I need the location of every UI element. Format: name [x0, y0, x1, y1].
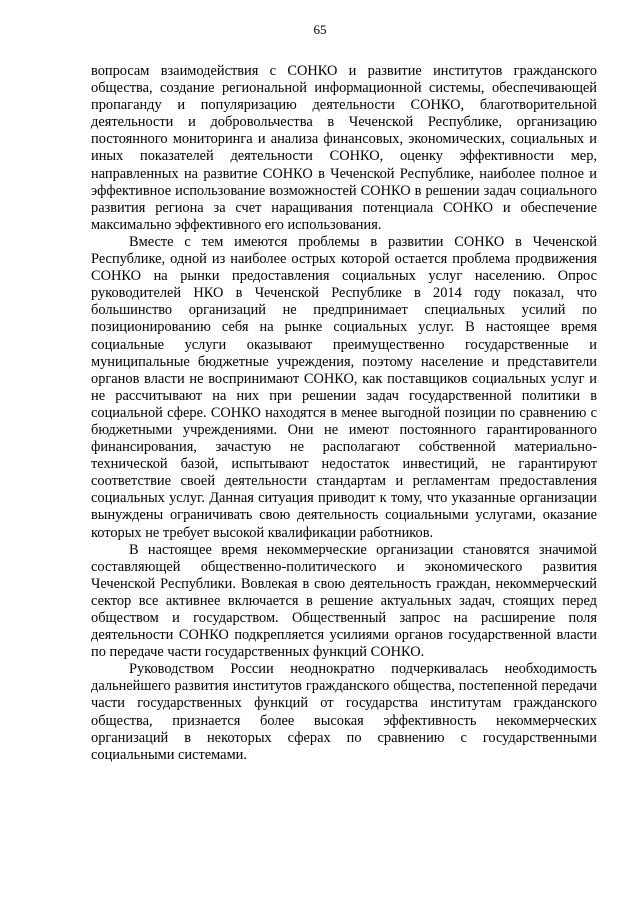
paragraph-problems: Вместе с тем имеются проблемы в развитии СОНКО в Чеченской Республике, одной из наиболее острых которой остается проблема продвижения СОНКО на рынки предоставления социальных услуг населению. Опрос руководителей НКО в Чеченской Республике в 2014 году показал, что большинство организаций не предпринимает специальных усилий по позиционированию себя на рынке социальных услуг. В настоящее время социальные услуги оказывают преимущественно государственные и муниципальные бюджетные учреждения, поэтому население и представители органов власти не воспринимают СОНКО, как поставщиков социальных услуг и не рассчитывают на них при решении задач государственной политики в социальной сфере. СОНКО находятся в менее выгодной позиции по сравнению с бюджетными учреждениями. Они не имеют постоянного гарантированного финансирования, зачастую не располагают собственной материально-технической базой, испытывают недостаток инвестиций, не гарантируют соответствие своей деятельности стандартам и регламентам предоставления социальных услуг. Данная ситуация приводит к тому, что указанные организации вынуждены ограничивать свою деятельность социальными услугами, оказание которых не требует высокой квалификации работников.	[91, 233, 597, 541]
paragraph-continuation: вопросам взаимодействия с СОНКО и развитие институтов гражданского общества, создание региональной информационной системы, обеспечивающей пропаганду и популяризацию деятельности СОНКО, благотворительной деятельности и добровольчества в Чеченской Республике, организацию постоянного мониторинга и анализа финансовых, экономических, социальных и иных показателей деятельности СОНКО, оценку эффективности мер, направленных на развитие СОНКО в Чеченской Республике, наиболее полное и эффективное использование возможностей СОНКО в решении задач социального развития региона за счет наращивания потенциала СОНКО и обеспечение максимально эффективного его использования.	[91, 63, 597, 233]
page-number: 65	[313, 22, 327, 37]
document-body	[91, 63, 597, 764]
paragraph-government-policy: Руководством России неоднократно подчеркивалась необходимость дальнейшего развития институтов гражданского общества, постепенной передачи части государственных функций от государства институтам гражданского общества, признается более высокая эффективность некоммерческих организаций в некоторых сферах по сравнению с государственными социальными системами.	[91, 661, 597, 763]
paragraph-nonprofit-role: В настоящее время некоммерческие организации становятся значимой составляющей общественно-политического и экономического развития Чеченской Республики. Вовлекая в свою деятельность граждан, некоммерческий сектор все активнее включается в решение актуальных задач, стоящих перед обществом и государством. Общественный запрос на расширение поля деятельности СОНКО подкрепляется усилиями органов государственной власти по передаче части государственных функций СОНКО.	[91, 541, 597, 661]
